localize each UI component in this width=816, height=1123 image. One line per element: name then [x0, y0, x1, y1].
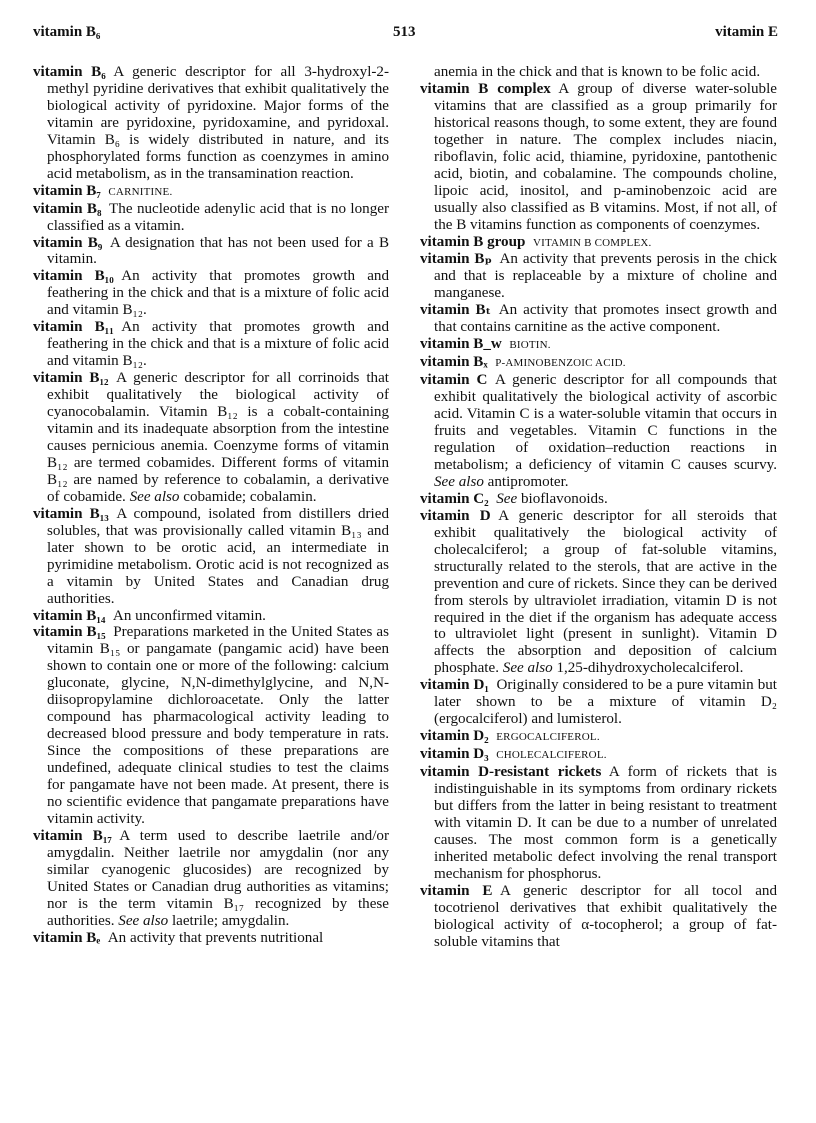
- entry-vitamin-b-complex: vitamin B complex A group of diverse water-soluble vitamins that are classified as a group primarily for historical reasons though, to some extent, they are found together in nature. The complex includes niacin, riboflavin, folic acid, thiamine, pyridoxine, pantothenic acid, biotin, and cobalamine. The compounds choline, lipoic acid, inositol, and p-aminobenzoic acid are usually also classified as B vitamins. Most, if not all, of the B vitamins function as components of coenzymes.: [420, 80, 777, 233]
- entry-vitamin-d3: vitamin D₃ CHOLECALCIFEROL.: [420, 746, 607, 763]
- right-column: [420, 64, 777, 951]
- entry-vitamin-e: vitamin E A generic descriptor for all tocol and tocotrienol derivatives that exhibit qualitatively the biological activity of α-tocopherol; a group of fat-soluble vitamins that: [420, 882, 777, 950]
- entry-vitamin-b14: vitamin B₁₄ An unconfirmed vitamin.: [33, 607, 266, 624]
- running-header-right: vitamin E: [715, 24, 778, 40]
- entry-vitamin-d-resistant-rickets: vitamin D-resistant rickets A form of rickets that is indistinguishable in its symptoms from ordinary rickets but differs from the latter in being resistant to treatment with vitamin D. It can be due to a number of unrelated causes. The most common form is a genetically inherited metabolic defect involving the renal transport mechanism for phosphorus.: [420, 764, 777, 882]
- entry-vitamin-d2: vitamin D₂ ERGOCALCIFEROL.: [420, 728, 600, 745]
- page-number: 513: [393, 24, 416, 40]
- entry-vitamin-d1: vitamin D₁ Originally considered to be a pure vitamin but later shown to be a mixture of vitamin D₂ (ergocalciferol) and lumisterol.: [420, 677, 777, 728]
- entry-vitamin-bc: vitamin Bₑ An activity that prevents nutritional: [33, 929, 324, 946]
- running-header-left: vitamin B₆: [33, 24, 101, 40]
- entry-vitamin-b8: vitamin B₈ The nucleotide adenylic acid that is no longer classified as a vitamin.: [33, 200, 389, 234]
- entry-vitamin-b11: vitamin B₁₁ An activity that promotes growth and feathering in the chick and that is a mixture of folic acid and vitamin B₁₂.: [33, 319, 389, 370]
- entry-vitamin-bt: vitamin Bₜ An activity that promotes insect growth and that contains carnitine as the active component.: [420, 302, 777, 336]
- entry-vitamin-d: vitamin D A generic descriptor for all steroids that exhibit qualitatively the biological activity of cholecalciferol; a group of fat-soluble vitamins, structurally related to the sterols, that are active in the prevention and cure of rickets. Since they can be derived from sterols by ultraviolet irradiation, vitamin D is not required in the diet if the organism has adequate access to ultraviolet light (present in sunlight). Vitamin D affects the absorption and deposition of calcium phosphate. See also 1,25-dihydroxycholecalciferol.: [420, 507, 777, 677]
- entry-vitamin-b9: vitamin B₉ A designation that has not been used for a B vitamin.: [33, 234, 390, 268]
- entry-vitamin-c: vitamin C A generic descriptor for all compounds that exhibit qualitatively the biological activity of ascorbic acid. Vitamin C is a water-soluble vitamin that occurs in fruits and vegetables. Vitamin C functions in the regulation of oxidation–reduction reactions in metabolism; a deficiency of vitamin C causes scurvy. See also antipromoter.: [420, 372, 777, 490]
- entry-vitamin-b15: vitamin B₁₅ Preparations marketed in the United States as vitamin B₁₅ or pangamate (pangamic acid) have been shown to contain one or more of the following: calcium gluconate, glycine, N,N-dimethylglycine, and N,N-diisopropylamine dichloroacetate. Only the latter compound has pharmacological activity leading to decreased blood pressure and body temperature in rats. Since the compositions of these preparations are undefined, adequate clinical studies to test the claims for pangamate have not been made. At present, there is no scientific evidence that pangamate preparations have vitamin activity.: [33, 624, 389, 827]
- entry-vitamin-b13: vitamin B₁₃ A compound, isolated from distillers dried solubles, that was provisionally called vitamin B₁₃ and later shown to be orotic acid, an intermediate in pyrimidine metabolism. Orotic acid is not recognized as a vitamin by United States and Canadian drug authorities.: [33, 505, 389, 607]
- entry-vitamin-b6: vitamin B₆ A generic descriptor for all 3-hydroxyl-2-methyl pyridine derivatives that exhibit qualitatively the biological activity of pyridoxine. Major forms of the vitamin are pyridoxine, pyridoxamine, and pyridoxal. Vitamin B₆ is widely distributed in nature, and its phosphorylated forms function as coenzymes in amino acid metabolism, as in the transamination reaction.: [33, 64, 389, 182]
- entry-vitamin-b-group: vitamin B group VITAMIN B COMPLEX.: [420, 233, 652, 250]
- entry-vitamin-bx: vitamin Bₓ P-AMINOBENZOIC ACID.: [420, 354, 626, 371]
- entry-vitamin-c2: vitamin C₂ See bioflavonoids.: [420, 490, 608, 507]
- entry-vitamin-b12: vitamin B₁₂ A generic descriptor for all corrinoids that exhibit qualitatively the biological activity of cyanocobalamin. Vitamin B₁₂ is a cobalt-containing vitamin and its inadequate absorption from the intestine causes pernicious anemia. Coenzyme forms of vitamin B₁₂ are termed cobamides. Different forms of vitamin B₁₂ are named by reference to cobalamin, a derivative of cobamide. See also cobamide; cobalamin.: [33, 370, 389, 505]
- left-column: [33, 64, 389, 947]
- entry-vitamin-b7: vitamin B₇ CARNITINE.: [33, 182, 173, 199]
- entry-vitamin-bp: vitamin Bₚ An activity that prevents perosis in the chick and that is replaceable by a mixture of choline and manganese.: [420, 251, 777, 302]
- entry-vitamin-b10: vitamin B₁₀ An activity that promotes growth and feathering in the chick and that is a mixture of folic acid and vitamin B₁₂.: [33, 268, 389, 319]
- entry-continuation: anemia in the chick and that is known to be folic acid.: [434, 64, 761, 80]
- entry-vitamin-b17: vitamin B₁₇ A term used to describe laetrile and/or amygdalin. Neither laetrile nor amygdalin (nor any similar cyanogenic glucosides) are recognized by United States or Canadian drug authorities as vitamins; nor is the term vitamin B₁₇ recognized by these authorities. See also laetrile; amygdalin.: [33, 827, 389, 929]
- entry-vitamin-bw: vitamin B_w BIOTIN.: [420, 336, 551, 353]
